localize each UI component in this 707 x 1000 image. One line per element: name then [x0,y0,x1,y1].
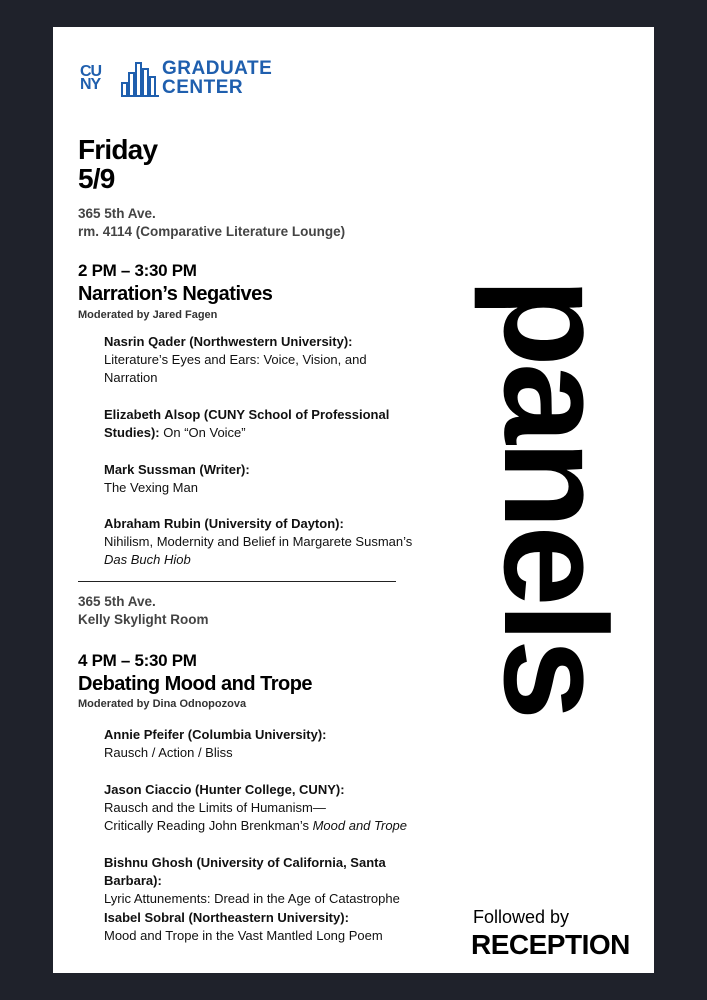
talk-title: Rausch and the Limits of Humanism— [104,800,326,815]
logo-text-line1: GRADUATE [162,58,273,79]
talk-title: Lyric Attunements: Dread in the Age of Catastrophe [104,891,400,906]
talk-item [104,406,414,442]
day-name: Friday [78,134,158,165]
talk-speaker: Jason Ciaccio (Hunter College, CUNY): [104,782,345,797]
talk-item [104,854,414,908]
panels-word-text: panels [474,277,637,717]
followed-by-label: Followed by [473,907,570,927]
session2-time: 4 PM – 5:30 PM [78,651,197,670]
logo-text [162,59,272,97]
talk-item [104,726,414,762]
talk-item [104,515,414,569]
talk-title: On “On Voice” [163,425,246,440]
session1-title: Narration’s Negatives [78,283,273,305]
talk-speaker: Nasrin Qader (Northwestern University): [104,334,353,349]
talk-speaker: Bishnu Ghosh (University of California, Santa Barbara): [104,855,386,888]
talk-item [104,461,414,497]
session1-time: 2 PM – 3:30 PM [78,261,197,280]
talk-item [104,781,414,835]
talk-item [104,909,414,945]
talk-title: Literature’s Eyes and Ears: Voice, Vision, and Narration [104,352,367,385]
session1-moderator: Moderated by Jared Fagen [78,309,218,321]
talk-speaker: Elizabeth Alsop (CUNY School of Professional Studies): [104,407,390,440]
panels-vertical-heading [474,187,637,807]
talk-speaker: Isabel Sobral (Northeastern University): [104,910,349,925]
reception-label: RECEPTION [471,929,630,960]
talk-title: Critically Reading John Brenkman’s [104,818,309,833]
event-date: 5/9 [78,163,115,194]
talk-title-italic: Das Buch Hiob [104,552,191,567]
talk-item [104,333,414,387]
session1-venue: 365 5th Ave. rm. 4114 (Comparative Literature Lounge) [78,206,346,239]
logo-text-line2: CENTER [162,77,244,98]
session2-moderator: Moderated by Dina Odnopozova [78,698,247,710]
talk-speaker: Mark Sussman (Writer): [104,462,250,477]
session2-venue: 365 5th Ave. Kelly Skylight Room [78,594,209,627]
talk-title-italic: Mood and Trope [312,818,408,833]
talk-title: The Vexing Man [104,480,198,495]
talk-speaker: Annie Pfeifer (Columbia University): [104,727,327,742]
talk-speaker: Abraham Rubin (University of Dayton): [104,516,344,531]
skyline-logo-icon [121,61,159,97]
cuny-logo-mark: CU NY [80,63,102,93]
event-day [78,135,157,193]
section-divider [78,581,396,582]
talk-title: Mood and Trope in the Vast Mantled Long Poem [104,928,383,943]
flyer-page [53,27,654,973]
session2-title: Debating Mood and Trope [78,673,313,695]
talk-title: Nihilism, Modernity and Belief in Margarete Susman’s [104,534,413,549]
talk-title: Rausch / Action / Bliss [104,745,233,760]
